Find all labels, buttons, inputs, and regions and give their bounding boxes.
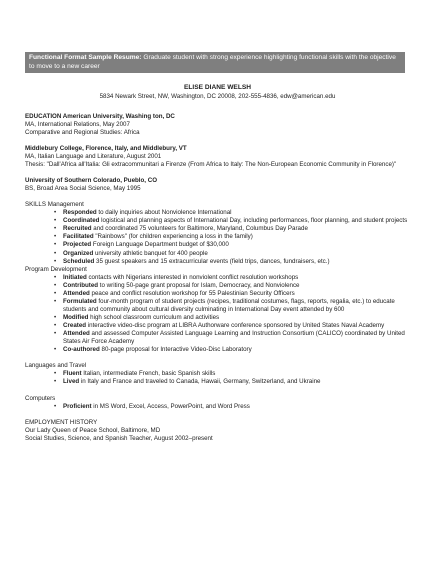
list-item (25, 217, 410, 225)
action-verb: Scheduled (63, 257, 95, 265)
action-verb: Organized (63, 249, 94, 257)
item-text: to daily inquiries about Nonviolence International (96, 209, 232, 217)
item-text: and assessed Computer Assisted Language Learning and Instruction Consortium (CALICO) coordinated by United States Air Force Academy (63, 330, 405, 346)
item-text: university athletic banquet for 400 people (93, 249, 208, 257)
computers-list (25, 403, 410, 411)
skills-heading: SKILLS Management (25, 201, 84, 209)
action-verb: Proficient (63, 402, 92, 410)
banner-text: Graduate student with strong experience highlighting functional skills with the objective to move to a new career (29, 54, 396, 70)
list-item (25, 250, 410, 258)
list-item (25, 274, 410, 282)
action-verb: Facilitated (63, 233, 94, 241)
employment-heading: EMPLOYMENT HISTORY (25, 418, 98, 426)
action-verb: Initiated (63, 273, 87, 281)
item-text: in Italy and France and traveled to Canada, Hawaii, Germany, Switzerland, and Ukraine (79, 378, 321, 386)
action-verb: Modified (63, 314, 89, 321)
middlebury-heading: Middlebury College, Florence, Italy, and Middlebury, VT (25, 144, 187, 152)
list-item (25, 370, 410, 378)
education-line: MA, International Relations, May 2007 (25, 120, 130, 128)
list-item (25, 378, 410, 386)
item-text: contacts with Nigerians interested in nonviolent conflict resolution workshops (86, 273, 299, 281)
list-item (25, 233, 410, 241)
list-item (25, 290, 410, 298)
list-item (25, 322, 410, 330)
list-item (25, 403, 410, 411)
resume-document (25, 84, 410, 443)
action-verb: Created (63, 322, 87, 330)
banner-title: Functional Format Sample Resume: (29, 54, 142, 61)
education-line: Comparative and Regional Studies: Africa (25, 128, 140, 136)
item-text: 80-page proposal for Interactive Video-Disc Laboratory (99, 346, 252, 354)
action-verb: Recruited (63, 225, 92, 233)
languages-heading: Languages and Travel (25, 362, 87, 370)
education-line: BS, Broad Area Social Science, May 1995 (25, 185, 141, 193)
computers-heading: Computers (25, 394, 56, 402)
item-text: Foreign Language Department budget of $30,000 (91, 241, 229, 249)
languages-list (25, 370, 410, 386)
resume-banner (25, 52, 405, 73)
education-line: MA, Italian Language and Literature, August 2001 (25, 152, 162, 160)
contact-info: 5834 Newark Street, NW, Washington, DC 20008, 202-555-4836, edw@american.edu (99, 92, 336, 100)
item-text: to writing 50-page grant proposal for Islam, Democracy, and Nonviolence (98, 281, 300, 289)
thesis-block (25, 161, 410, 169)
action-verb: Lived (63, 378, 80, 386)
usc-heading: University of Southern Colorado, Pueblo, CO (25, 177, 158, 184)
item-text: Italian, intermediate French, basic Spanish skills (81, 370, 216, 378)
action-verb: Attended (63, 330, 90, 338)
program-list (25, 274, 410, 355)
list-item (25, 209, 410, 217)
list-item (25, 282, 410, 290)
list-item (25, 346, 410, 354)
thesis-label: Thesis: (25, 160, 47, 168)
action-verb: Formulated (63, 297, 97, 305)
education-heading: EDUCATION American University, Washing ton, DC (25, 112, 175, 120)
action-verb: Fluent (63, 370, 82, 378)
item-text: 35 guest speakers and 15 extracurricular events (field trips, dances, fundraisers, etc.) (94, 257, 330, 265)
action-verb: Contributed (63, 281, 99, 289)
management-list (25, 209, 410, 265)
item-text: logistical and planning aspects of International Day, including performances, floor planning, and student projects (99, 217, 408, 225)
applicant-name: ELISE DIANE WELSH (183, 84, 252, 91)
list-item (25, 258, 410, 266)
employment-line: Social Studies, Science, and Spanish Teacher, August 2002–present (25, 434, 213, 442)
list-item (25, 330, 410, 346)
action-verb: Co-authored (63, 346, 100, 354)
item-text: peace and conflict resolution workshop for 55 Palestinian Security Officers (89, 289, 295, 297)
item-text: four-month program of student projects (recipes, traditional costumes, flags, reports, regalia, etc.) to educate students and community about cultural diversity culminating in International Day event attended by 600 (63, 297, 395, 313)
item-text: interactive video-disc program at LIBRA Authorware conference sponsored by United States Naval Academy (86, 322, 385, 330)
list-item (25, 314, 410, 322)
action-verb: Coordinated (63, 217, 100, 225)
action-verb: Responded (63, 209, 97, 217)
list-item (25, 241, 410, 249)
employment-line: Our Lady Queen of Peace School, Baltimore, MD (25, 426, 161, 434)
item-text: high school classroom curriculum and activities (88, 314, 220, 321)
list-item (25, 225, 410, 233)
list-item (25, 298, 410, 314)
item-text: in MS Word, Excel, Access, PowerPoint, and Word Press (91, 402, 250, 410)
item-text: "Rainbows" (for children experiencing a loss in the family) (93, 233, 253, 241)
program-heading: Program Development (25, 265, 87, 273)
action-verb: Attended (63, 289, 90, 297)
action-verb: Projected (63, 241, 92, 249)
item-text: and coordinated 75 volunteers for Baltimore, Maryland, Columbus Day Parade (91, 225, 308, 233)
thesis-title: "Dall'Africa all'Italia: Gli extracommunitari a Firenze (From Africa to Italy: The Non-European Economic Community in Florence)" (46, 160, 397, 168)
